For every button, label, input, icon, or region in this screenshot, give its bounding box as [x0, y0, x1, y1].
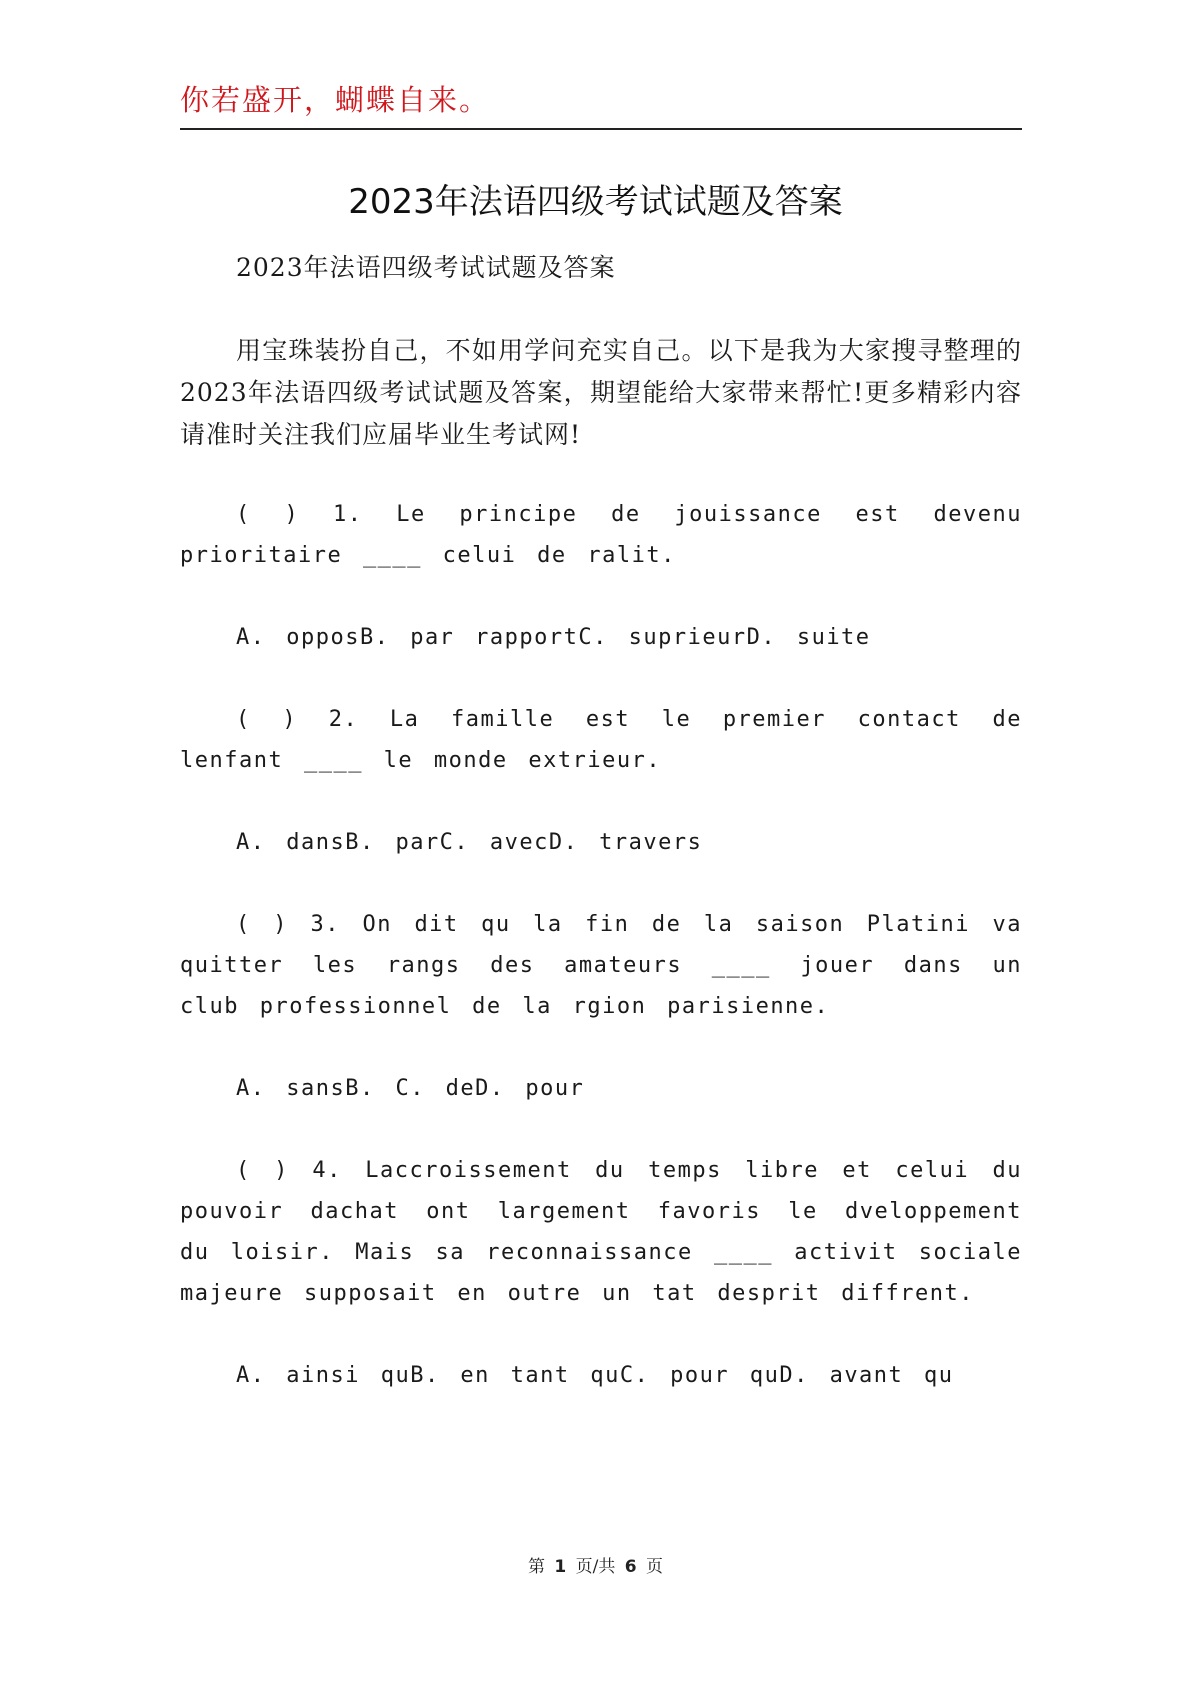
header-slogan: 你若盛开，蝴蝶自来。: [180, 83, 491, 117]
document-subtitle: 2023年法语四级考试试题及答案: [236, 253, 616, 282]
question-4: ( ) 4. Laccroissement du temps libre et celui du pouvoir dachat ont largement favoris le dveloppement du loisir. Mais sa reconnaissance ____ activit sociale majeure supposait en outre un tat desprit diffrent.: [180, 1158, 1022, 1306]
footer-page-number: 1: [554, 1557, 567, 1577]
footer-total-pages: 6: [624, 1557, 637, 1577]
footer-suffix: 页: [646, 1557, 664, 1577]
question-3-options: A. sansB. C. deD. pour: [236, 1076, 585, 1101]
question-2-options: A. dansB. parC. avecD. travers: [236, 830, 703, 855]
footer-prefix: 第: [527, 1557, 545, 1577]
question-2: ( ) 2. La famille est le premier contact de lenfant ____ le monde extrieur.: [180, 707, 1022, 773]
question-1: ( ) 1. Le principe de jouissance est devenu prioritaire ____ celui de ralit.: [180, 502, 1022, 568]
question-3: ( ) 3. On dit qu la fin de la saison Platini va quitter les rangs des amateurs ____ jouer dans un club professionnel de la rgion parisienne.: [180, 912, 1022, 1019]
footer-middle: 页/共: [575, 1557, 616, 1577]
question-1-options: A. opposB. par rapportC. suprieurD. suite: [236, 625, 871, 650]
header-divider: [180, 128, 1022, 130]
page-footer: [0, 1552, 1191, 1577]
intro-paragraph: 用宝珠装扮自己，不如用学问充实自己。以下是我为大家搜寻整理的2023年法语四级考试试题及答案，期望能给大家带来帮忙!更多精彩内容请准时关注我们应届毕业生考试网!: [180, 336, 1022, 449]
question-4-options: A. ainsi quB. en tant quC. pour quD. avant qu: [236, 1363, 954, 1388]
document-title: 2023年法语四级考试试题及答案: [348, 182, 843, 222]
